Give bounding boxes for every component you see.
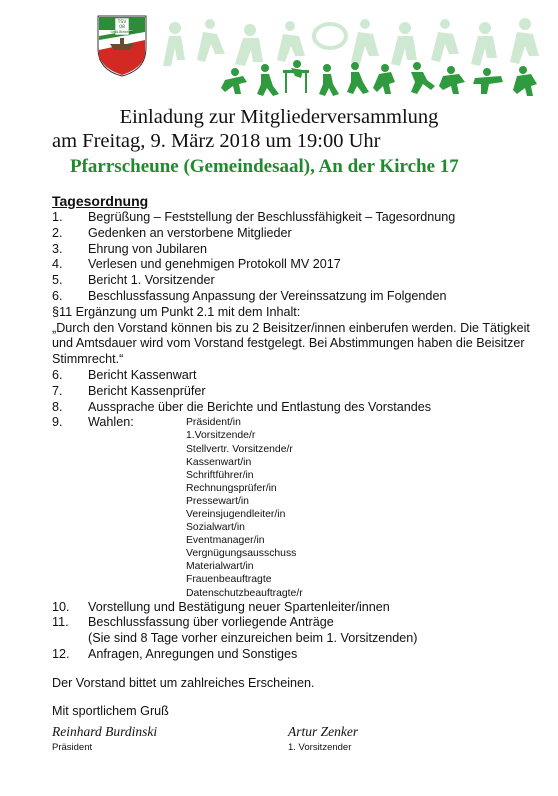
agenda-number: 11. <box>52 615 69 630</box>
agenda-number: 6. <box>52 288 63 303</box>
agenda-text: Vorstellung und Bestätigung neuer Spartenleiter/innen <box>88 599 390 614</box>
agenda-text: Ehrung von Jubilaren <box>88 241 208 256</box>
office-item: Pressewart/in <box>186 495 249 507</box>
agenda-item <box>52 273 532 289</box>
agenda-text: Anfragen, Anregungen und Sonstiges <box>88 647 298 662</box>
office-item: Sozialwart/in <box>186 522 245 534</box>
logo-text-line3: Groß-Bieberau <box>110 30 134 34</box>
office-item: Vereinsjugendleiter/in <box>186 509 286 521</box>
statute-amendment-intro: §11 Ergänzung um Punkt 2.1 mit dem Inhalt: <box>52 304 301 319</box>
agenda-text: Bericht 1. Vorsitzender <box>88 273 215 288</box>
agenda-number: 10. <box>52 599 70 614</box>
office-item: Frauenbeauftragte <box>186 574 272 586</box>
agenda-number: 3. <box>52 241 63 256</box>
agenda-item <box>52 600 532 616</box>
signature-chairman: Artur Zenker <box>288 724 359 739</box>
statute-amendment-quote: „Durch den Vorstand können bis zu 2 Beisitzer/innen einberufen werden. Die Tätigkeit und Amtsdauer wird vom Vorstand festgelegt. Bei Abstimmungen haben die Beisitzer Stimmrecht.“ <box>52 320 530 367</box>
faded-athletes-icon <box>163 18 539 66</box>
office-item: Materialwart/in <box>186 561 254 573</box>
agenda-heading: Tagesordnung <box>52 193 149 209</box>
office-item: Präsident/in <box>186 417 241 429</box>
green-athletes-icon <box>221 60 537 96</box>
agenda-item <box>52 226 532 242</box>
agenda-item <box>52 257 532 273</box>
agenda-item <box>52 615 532 631</box>
logo-text-line2: 08 <box>119 25 125 30</box>
agenda-item <box>52 242 532 258</box>
elections-office-list <box>186 415 303 599</box>
agenda-item <box>52 210 532 226</box>
club-crest-logo <box>96 14 148 78</box>
agenda-text: Begrüßung – Feststellung der Beschlussfähigkeit – Tagesordnung <box>88 210 456 224</box>
agenda-text: Beschlussfassung Anpassung der Vereinssatzung im Folgenden <box>88 288 447 303</box>
agenda-number: 1. <box>52 210 63 224</box>
office-item: Stellvertr. Vorsitzende/r <box>186 443 293 455</box>
office-item: Kassenwart/in <box>186 456 252 468</box>
closing-greeting: Mit sportlichem Gruß <box>52 704 169 718</box>
elections-label: Wahlen: <box>88 415 134 430</box>
office-item: Schriftführer/in <box>186 469 254 481</box>
letterhead <box>0 0 558 105</box>
agenda-item <box>52 384 532 400</box>
office-item: 1.Vorsitzende/r <box>186 430 256 442</box>
office-item: Vergnügungsausschuss <box>186 548 297 560</box>
agenda-number: 4. <box>52 257 63 272</box>
agenda-text: Beschlussfassung über vorliegende Anträge <box>88 615 334 630</box>
role-president: Präsident <box>52 742 93 753</box>
agenda-subnote: (Sie sind 8 Tage vorher einzureichen beim 1. Vorsitzenden) <box>88 631 418 646</box>
agenda-text: Gedenken an verstorbene Mitglieder <box>88 225 292 240</box>
agenda-item-elections <box>52 415 532 599</box>
office-item: Eventmanager/in <box>186 535 265 547</box>
agenda-text: Aussprache über die Berichte und Entlastung des Vorstandes <box>88 399 432 414</box>
signature-president: Reinhard Burdinski <box>52 724 158 739</box>
logo-text-line1: TSV <box>117 20 127 25</box>
role-chairman: 1. Vorsitzender <box>288 742 352 753</box>
office-item: Rechnungsprüfer/in <box>186 482 277 494</box>
agenda-number: 9. <box>52 415 63 430</box>
sport-silhouettes-banner <box>155 10 555 100</box>
agenda-number: 2. <box>52 225 63 240</box>
agenda-item <box>52 289 532 305</box>
agenda-text: Verlesen und genehmigen Protokoll MV 2017 <box>88 257 341 272</box>
agenda-list <box>52 210 532 663</box>
agenda-number: 12. <box>52 647 70 662</box>
closing-request: Der Vorstand bittet um zahlreiches Erscheinen. <box>52 676 315 690</box>
agenda-number: 6. <box>52 367 63 382</box>
agenda-number: 5. <box>52 273 63 288</box>
agenda-text: Bericht Kassenwart <box>88 367 197 382</box>
invitation-title: Einladung zur Mitgliederversammlung <box>119 106 439 128</box>
agenda-text: Bericht Kassenprüfer <box>88 383 206 398</box>
agenda-item <box>52 647 532 663</box>
invitation-date: am Freitag, 9. März 2018 um 19:00 Uhr <box>52 130 381 152</box>
venue-address: Pfarrscheune (Gemeindesaal), An der Kirche 17 <box>70 156 459 177</box>
office-item: Datenschutzbeauftragte/r <box>186 587 303 599</box>
agenda-number: 8. <box>52 399 63 414</box>
agenda-item <box>52 368 532 384</box>
agenda-number: 7. <box>52 383 63 398</box>
agenda-item <box>52 400 532 416</box>
